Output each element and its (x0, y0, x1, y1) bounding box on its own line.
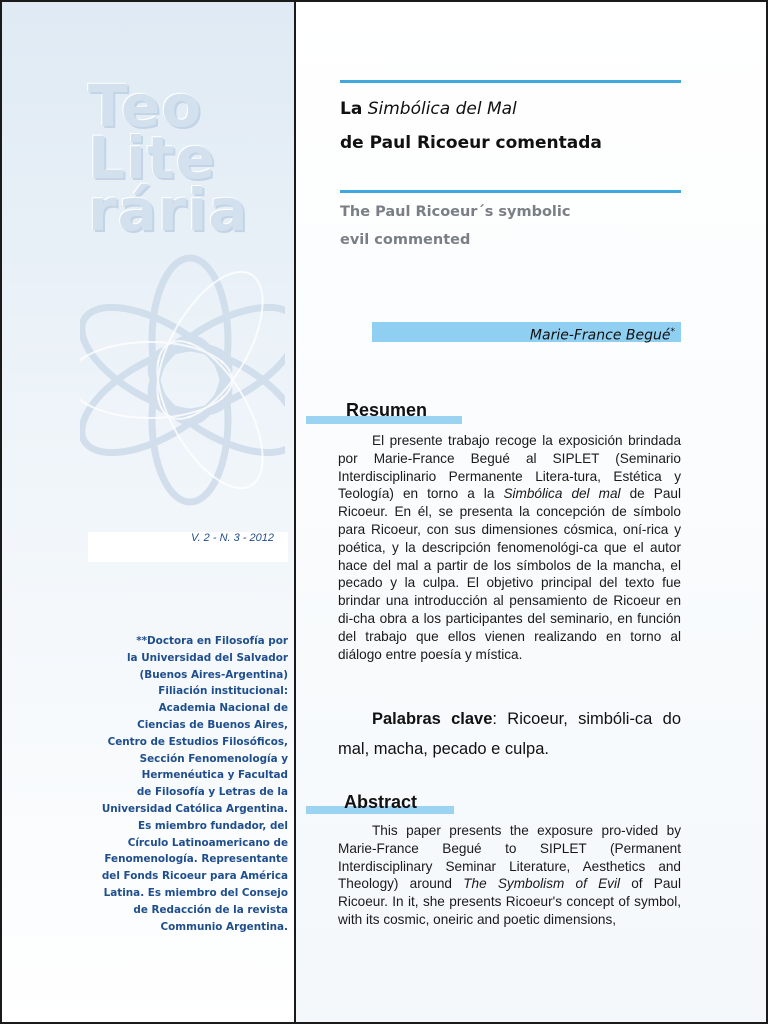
affiliation-line: (Buenos Aires-Argentina) (139, 668, 288, 681)
affiliation-line: Communio Argentina. (160, 920, 288, 933)
affiliation-line: Filiación institucional: (158, 685, 288, 698)
affiliation-line: **Doctora en Filosofía por (136, 635, 288, 647)
english-title-line: evil commented (340, 232, 471, 248)
title-part1: La (340, 99, 363, 119)
resumen-text-italic: Simbólica del mal (503, 486, 621, 502)
affiliation-line: Sección Fenomenología y (139, 752, 288, 765)
affiliation-line: Academia Nacional de (158, 702, 288, 715)
keywords-separator: : (492, 710, 497, 728)
affiliation-line: Latina. Es miembro del Consejo (103, 886, 288, 899)
resumen-heading (306, 400, 462, 424)
resumen-heading-text: Resumen (346, 400, 428, 420)
english-title-line: The Paul Ricoeur´s symbolic (340, 204, 571, 220)
affiliation-line: Ciencias de Buenos Aires, (137, 718, 288, 731)
affiliation-line: Centro de Estudios Filosóficos, (107, 735, 288, 748)
journal-logo (88, 72, 288, 244)
flower-ornament-icon (80, 230, 285, 520)
title-line2: de Paul Ricoeur comentada (340, 133, 602, 153)
affiliation-line: de Filosofía y Letras de la (136, 786, 288, 799)
resumen-text-part: de Paul Ricoeur. En él, se presenta la concepción de símbolo para Ricoeur, con sus dimensiones cósmica, oní-rica y poética, y la descripción fenomenológi-ca que el autor hace del mal a partir de los símbolos de la mancha, el pecado y la culpa. El objetivo principal del texto fue brindar una introducción al pensamiento de Ricoeur en di-cha obra a los participantes del seminario, en función del trabajo que ellos vienen realizando en torno al diálogo entre poesía y mística. (338, 486, 681, 662)
resumen-text-part: El presente trabajo recoge la exposición brindada por Marie-France Begué al SIPLET (Seminario Interdisciplinario Permanente Litera-tura, Estética y Teología) en torno a la (338, 433, 681, 502)
title-top-rule (340, 80, 681, 83)
title-bottom-rule (340, 190, 681, 193)
abstract-heading-text: Abstract (344, 792, 418, 812)
author-affiliation (86, 633, 288, 935)
issue-info: V. 2 - N. 3 - 2012 (88, 532, 288, 562)
abstract-heading (306, 790, 454, 814)
affiliation-line: Hermenéutica y Facultad (141, 769, 288, 782)
article-title (340, 92, 680, 160)
author-name (372, 322, 681, 342)
keywords-label: Palabras clave (372, 710, 493, 728)
affiliation-line: Es miembro fundador, del (137, 819, 288, 832)
keywords-text: Ricoeur, simbóli-ca do mal, macha, pecado e culpa. (338, 710, 682, 758)
affiliation-line: Universidad Católica Argentina. (101, 802, 288, 815)
affiliation-line: Círculo Latinoamericano de (127, 836, 288, 849)
resumen-text (338, 432, 681, 663)
abstract-text-part: This paper presents the exposure pro-vided by Marie-France Begué to SIPLET (Permanent Interdisciplinary Seminar Literature, Aesthetics and Theology) around (338, 823, 681, 892)
title-italic: Simbólica del Mal (367, 99, 517, 119)
affiliation-line: de Redacción de la revista (133, 903, 288, 916)
english-title (340, 198, 680, 254)
affiliation-line: la Universidad del Salvador (127, 651, 288, 664)
author-name-text: Marie-France Begué (529, 327, 671, 344)
author-footnote-mark: * (670, 327, 675, 337)
abstract-text (338, 822, 681, 929)
logo-line: Lite (88, 124, 216, 192)
logo-line: rária (88, 176, 249, 244)
keywords (338, 704, 681, 764)
logo-line: Teo (88, 72, 203, 140)
abstract-text-italic: The Symbolism of Evil (463, 876, 621, 892)
abstract-text-part: of Paul Ricoeur. In it, she presents Ricoeur's concept of symbol, with its cosmic, oneiric and poetic dimensions, (338, 876, 681, 927)
affiliation-line: Fenomenología. Representante (104, 853, 288, 866)
affiliation-line: del Fonds Ricoeur para América (101, 870, 288, 883)
